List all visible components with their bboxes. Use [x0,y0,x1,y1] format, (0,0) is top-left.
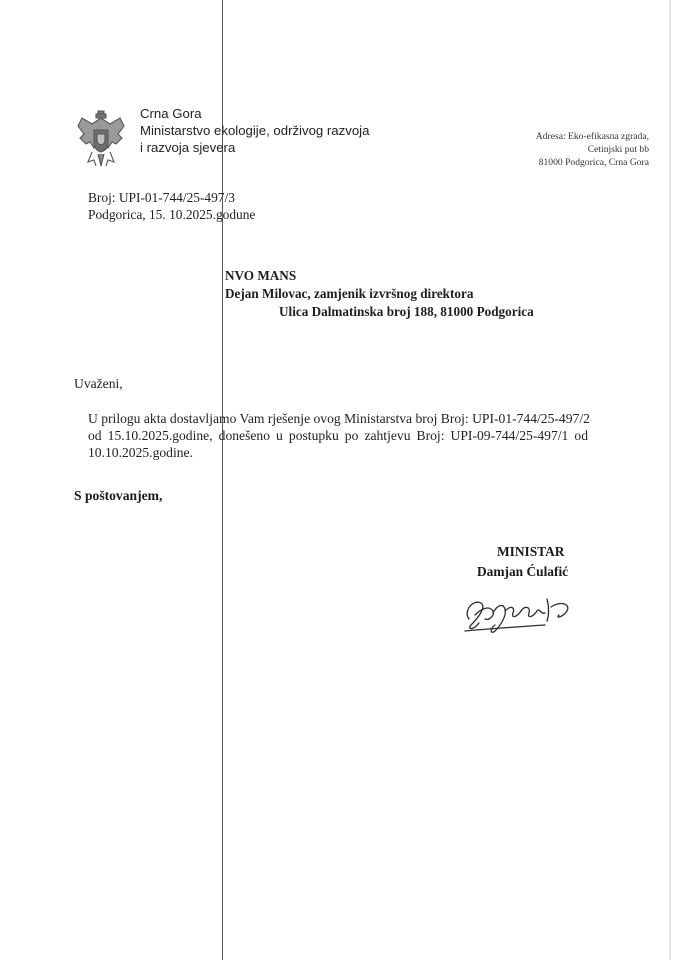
closing-phrase: S poštovanjem, [74,488,163,503]
institution-name-line-1: Crna Gora [140,106,202,121]
letter-body-line-2: od 15.10.2025.godine, donešeno u postupku po zahtjevu Broj: UPI-09-744/25-497/1 od [88,428,588,443]
signatory-name: Damjan Ćulafić [477,564,569,579]
scan-edge-shadow [669,0,671,960]
salutation: Uvaženi, [74,376,123,391]
recipient-address: Ulica Dalmatinska broj 188, 81000 Podgorica [279,304,534,319]
letter-body [88,410,588,461]
recipient-organization: NVO MANS [225,268,297,283]
address-line-1: Adresa: Eko-efikasna zgrada, [535,131,649,142]
reference-number: Broj: UPI-01-744/25-497/3 [88,190,235,205]
coat-of-arms-icon [74,108,128,170]
recipient-person: Dejan Milovac, zamjenik izvršnog direktora [225,286,474,301]
institution-name-line-3: i razvoja sjevera [140,140,236,155]
address-line-2: Cetinjski put bb [587,144,649,155]
institution-name-line-2: Ministarstvo ekologije, održivog razvoja [140,123,370,138]
address-line-3: 81000 Podgorica, Crna Gora [538,157,649,168]
handwritten-signature-icon [455,585,585,645]
letter-body-line-3: 10.10.2025.godine. [88,445,193,460]
place-and-date: Podgorica, 15. 10.2025.godune [88,207,256,222]
signatory-title: MINISTAR [497,544,565,559]
letter-body-line-1: U prilogu akta dostavljamo Vam rješenje ovog Ministarstva broj Broj: UPI-01-744/25-497/2 [88,411,590,426]
